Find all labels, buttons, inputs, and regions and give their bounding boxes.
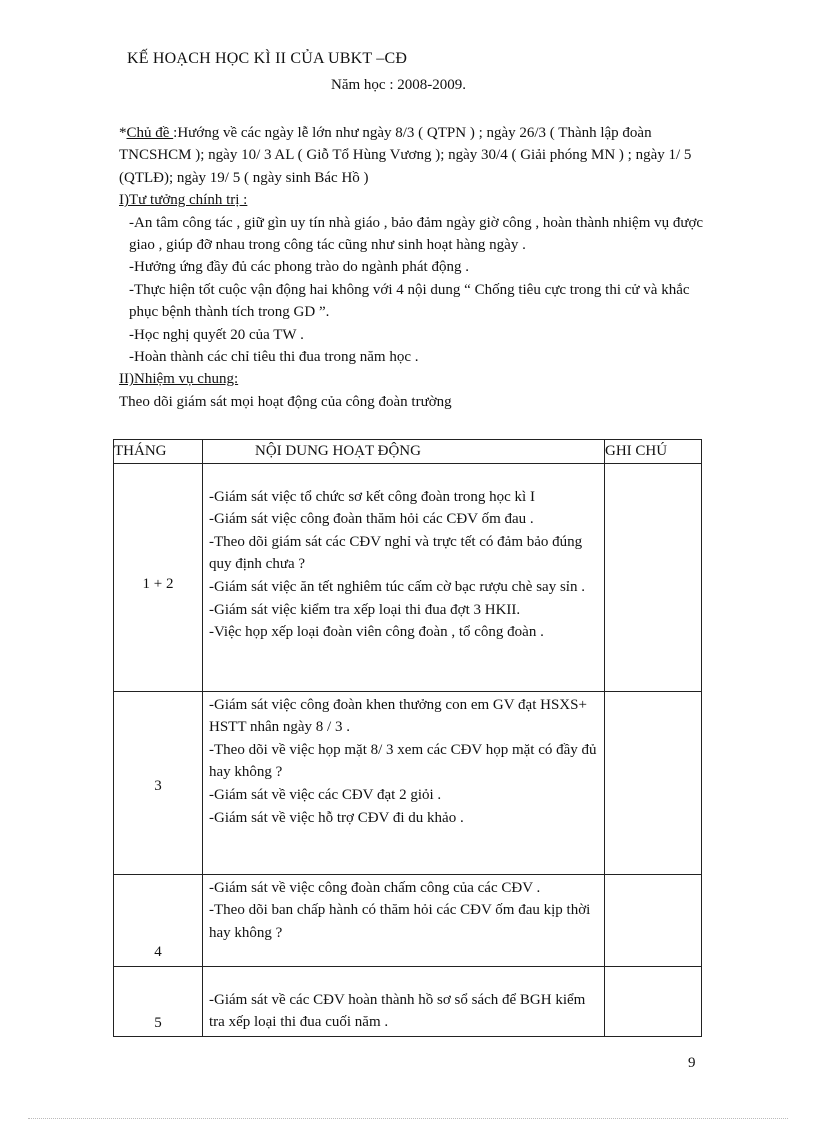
section1-item: -Hoàn thành các chỉ tiêu thi đua trong năm học . xyxy=(129,349,419,366)
row-month: 5 xyxy=(114,966,203,1036)
header-content: NỘI DUNG HOẠT ĐỘNG xyxy=(203,440,605,464)
row-month: 1 + 2 xyxy=(114,463,203,691)
section1-item: -Học nghị quyết 20 của TW . xyxy=(129,326,304,343)
header-note: GHI CHÚ xyxy=(605,440,702,464)
row-month: 3 xyxy=(114,691,203,874)
row-note xyxy=(605,874,702,966)
row-content: -Giám sát về việc công đoàn chấm công của các CĐV . -Theo dõi ban chấp hành có thăm hỏi các CĐV ốm đau kịp thời hay không ? xyxy=(203,874,605,966)
theme-text: Hướng về các ngày lễ lớn như ngày 8/3 ( QTPN ) ; ngày 26/3 ( Thành lập đoàn TNCSHCM ); ngày 10/ 3 AL ( Giỗ Tổ Hùng Vương ); ngày 30/4 ( Giải phóng MN ) ; ngày 1/ 5 (QTLĐ); ngày 19/ 5 ( ngày sinh Bác Hồ ) xyxy=(119,125,692,186)
section1-item: -Hưởng ứng đầy đủ các phong trào do ngành phát động . xyxy=(129,259,469,276)
header-month: THÁNG xyxy=(114,440,203,464)
document-title: KẾ HOẠCH HỌC KÌ II CỦA UBKT –CĐ xyxy=(127,50,408,67)
table-row xyxy=(114,463,702,691)
page-number: 9 xyxy=(688,1055,696,1071)
theme-paragraph: *Chủ đề :Hướng về các ngày lễ lớn như ngày 8/3 ( QTPN ) ; ngày 26/3 ( Thành lập đoàn TNCSHCM ); ngày 10/ 3 AL ( Giỗ Tổ Hùng Vương ); ngày 30/4 ( Giải phóng MN ) ; ngày 1/ 5 (QTLĐ); ngày 19/ 5 ( ngày sinh Bác Hồ ) xyxy=(119,125,692,186)
page-edge-divider xyxy=(28,1118,788,1119)
table-row xyxy=(114,966,702,1036)
row-month: 4 xyxy=(114,874,203,966)
section1-item: -Thực hiện tốt cuộc vận động hai không với 4 nội dung “ Chống tiêu cực trong thi cử và khắc phục bệnh thành tích trong GD ”. xyxy=(129,281,690,321)
row-note xyxy=(605,691,702,874)
row-content: -Giám sát việc tổ chức sơ kết công đoàn trong học kì I -Giám sát việc công đoàn thăm hỏi các CĐV ốm đau . -Theo dõi giám sát các CĐV nghỉ và trực tết có đảm bảo đúng quy định chưa ? -Giám sát việc ăn tết nghiêm túc cấm cờ bạc rượu chè say sỉn . -Giám sát việc kiểm tra xếp loại thi đua đợt 3 HKII. -Việc họp xếp loại đoàn viên công đoàn , tổ công đoàn . xyxy=(203,463,605,691)
section1-item: -An tâm công tác , giữ gìn uy tín nhà giáo , bảo đảm ngày giờ công , hoàn thành nhiệm vụ được giao , giúp đỡ nhau trong công tác cũng như sinh hoạt hàng ngày . xyxy=(129,214,704,254)
section2-heading: II)Nhiệm vụ chung: xyxy=(119,371,239,388)
table-header-row xyxy=(114,440,702,464)
row-note xyxy=(605,463,702,691)
school-year: Năm học : 2008-2009. xyxy=(331,77,466,93)
row-content: -Giám sát việc công đoàn khen thưởng con em GV đạt HSXS+ HSTT nhân ngày 8 / 3 . -Theo dõi về việc họp mặt 8/ 3 xem các CĐV họp mặt có đầy đủ hay không ? -Giám sát về việc các CĐV đạt 2 giỏi . -Giám sát về việc hỗ trợ CĐV đi du khảo . xyxy=(203,691,605,874)
activity-table xyxy=(113,439,702,1037)
row-content: -Giám sát về các CĐV hoàn thành hồ sơ sổ sách để BGH kiểm tra xếp loại thi đua cuối năm . xyxy=(203,966,605,1036)
document-body xyxy=(119,122,704,413)
table-row xyxy=(114,691,702,874)
row-note xyxy=(605,966,702,1036)
table-row xyxy=(114,874,702,966)
section2-intro: Theo dõi giám sát mọi hoạt động của công đoàn trường xyxy=(119,393,452,410)
theme-label: Chủ đề xyxy=(126,125,174,141)
section1-heading: I)Tư tưởng chính trị : xyxy=(119,192,248,209)
